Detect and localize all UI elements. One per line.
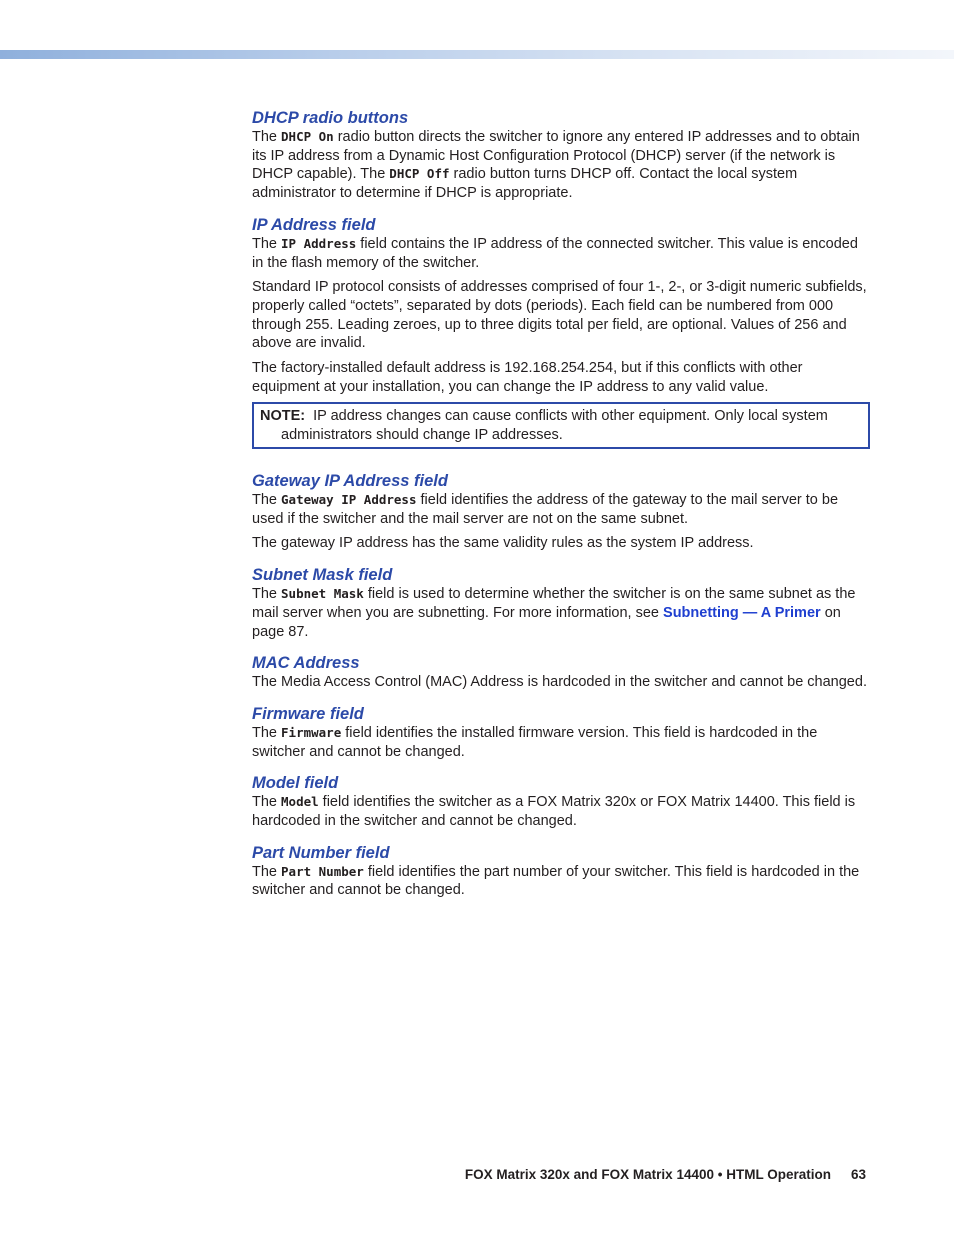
heading-part-number: Part Number field [252, 843, 390, 862]
paragraph-part-number [252, 863, 870, 900]
note-line-1 [260, 407, 862, 425]
section-ip-address [252, 215, 870, 449]
text: The [252, 724, 282, 741]
text: field identifies the installed firmware version. This field is hardcoded in the switcher and cannot be changed. [252, 724, 818, 760]
code-dhcp-on: DHCP On [281, 129, 334, 144]
section-part-number [252, 843, 870, 900]
heading-mac: MAC Address [252, 654, 360, 673]
page-footer [465, 1167, 866, 1182]
text: The [252, 235, 282, 252]
code-subnet-mask: Subnet Mask [281, 586, 364, 602]
code-model: Model [281, 794, 319, 810]
subnetting-primer-link[interactable]: Subnetting — A Primer [663, 604, 821, 621]
paragraph-model [252, 793, 870, 830]
heading-ip-address: IP Address field [252, 215, 376, 234]
paragraph-subnet [252, 585, 870, 641]
note-box [252, 402, 870, 449]
heading-subnet: Subnet Mask field [252, 566, 393, 585]
text: The [252, 863, 282, 880]
header-bar [0, 50, 954, 59]
code-gateway-ip-address: Gateway IP Address [281, 492, 417, 508]
paragraph-dhcp [252, 128, 870, 203]
text: radio button directs the switcher to ignore any entered IP addresses and to obtain its IP address from a Dynamic Host Configuration Protocol (DHCP) server (if the network is DHCP capable). The [252, 129, 860, 183]
paragraph-ip-1 [252, 235, 870, 272]
text: radio button turns DHCP off. Contact the local system administrator to determine if DHCP is appropriate. [252, 166, 798, 202]
section-model [252, 773, 870, 830]
text: field identifies the switcher as a FOX Matrix 320x or FOX Matrix 14400. This field is hardcoded in the switcher and cannot be changed. [252, 794, 856, 830]
footer-title: FOX Matrix 320x and FOX Matrix 14400 • HTML Operation [464, 1167, 831, 1182]
page-content [252, 108, 870, 912]
text: The [252, 492, 282, 509]
paragraph-mac: The Media Access Control (MAC) Address is hardcoded in the switcher and cannot be changed. [252, 674, 867, 691]
note-text-2: administrators should change IP addresses. [281, 426, 563, 443]
text: The [252, 794, 282, 811]
section-subnet [252, 565, 870, 641]
note-label: NOTE: [260, 408, 306, 425]
text: on page 87. [252, 604, 841, 640]
heading-model: Model field [252, 774, 339, 793]
section-dhcp [252, 108, 870, 203]
paragraph-firmware [252, 724, 870, 761]
page-number: 63 [850, 1167, 866, 1182]
text: field contains the IP address of the connected switcher. This value is encoded in the flash memory of the switcher. [252, 235, 858, 271]
text: field is used to determine whether the switcher is on the same subnet as the mail server when you are subnetting. For more information, see [252, 586, 856, 621]
code-ip-address: IP Address [281, 235, 357, 251]
text: The [252, 129, 282, 145]
heading-firmware: Firmware field [252, 704, 364, 723]
paragraph-gateway-1 [252, 491, 870, 528]
section-firmware [252, 704, 870, 761]
code-part-number: Part Number [281, 863, 364, 879]
text: The [252, 586, 282, 603]
section-mac [252, 653, 870, 692]
text: field identifies the address of the gateway to the mail server to be used if the switcher and the mail server are not on the same subnet. [252, 492, 839, 527]
section-gateway [252, 471, 870, 553]
code-dhcp-off: DHCP Off [389, 166, 450, 182]
paragraph-ip-2: Standard IP protocol consists of addresses comprised of four 1-, 2-, or 3-digit numeric subfields, properly called “octets”, separated by dots (periods). Each field can be numbered from 000 through 255. Leading zeroes, up to three digits total per field, are optional. Values of 256 and above are invalid. [252, 279, 867, 352]
paragraph-gateway-2: The gateway IP address has the same validity rules as the system IP address. [252, 535, 754, 552]
paragraph-ip-3: The factory-installed default address is 192.168.254.254, but if this conflicts with other equipment at your installation, you can change the IP address to any valid value. [252, 360, 803, 395]
note-text-1: IP address changes can cause conflicts with other equipment. Only local system [313, 408, 828, 425]
heading-dhcp: DHCP radio buttons [252, 109, 409, 127]
code-firmware: Firmware [281, 724, 342, 740]
heading-gateway: Gateway IP Address field [252, 472, 448, 491]
text: field identifies the part number of your switcher. This field is hardcoded in the switcher and cannot be changed. [252, 863, 860, 899]
